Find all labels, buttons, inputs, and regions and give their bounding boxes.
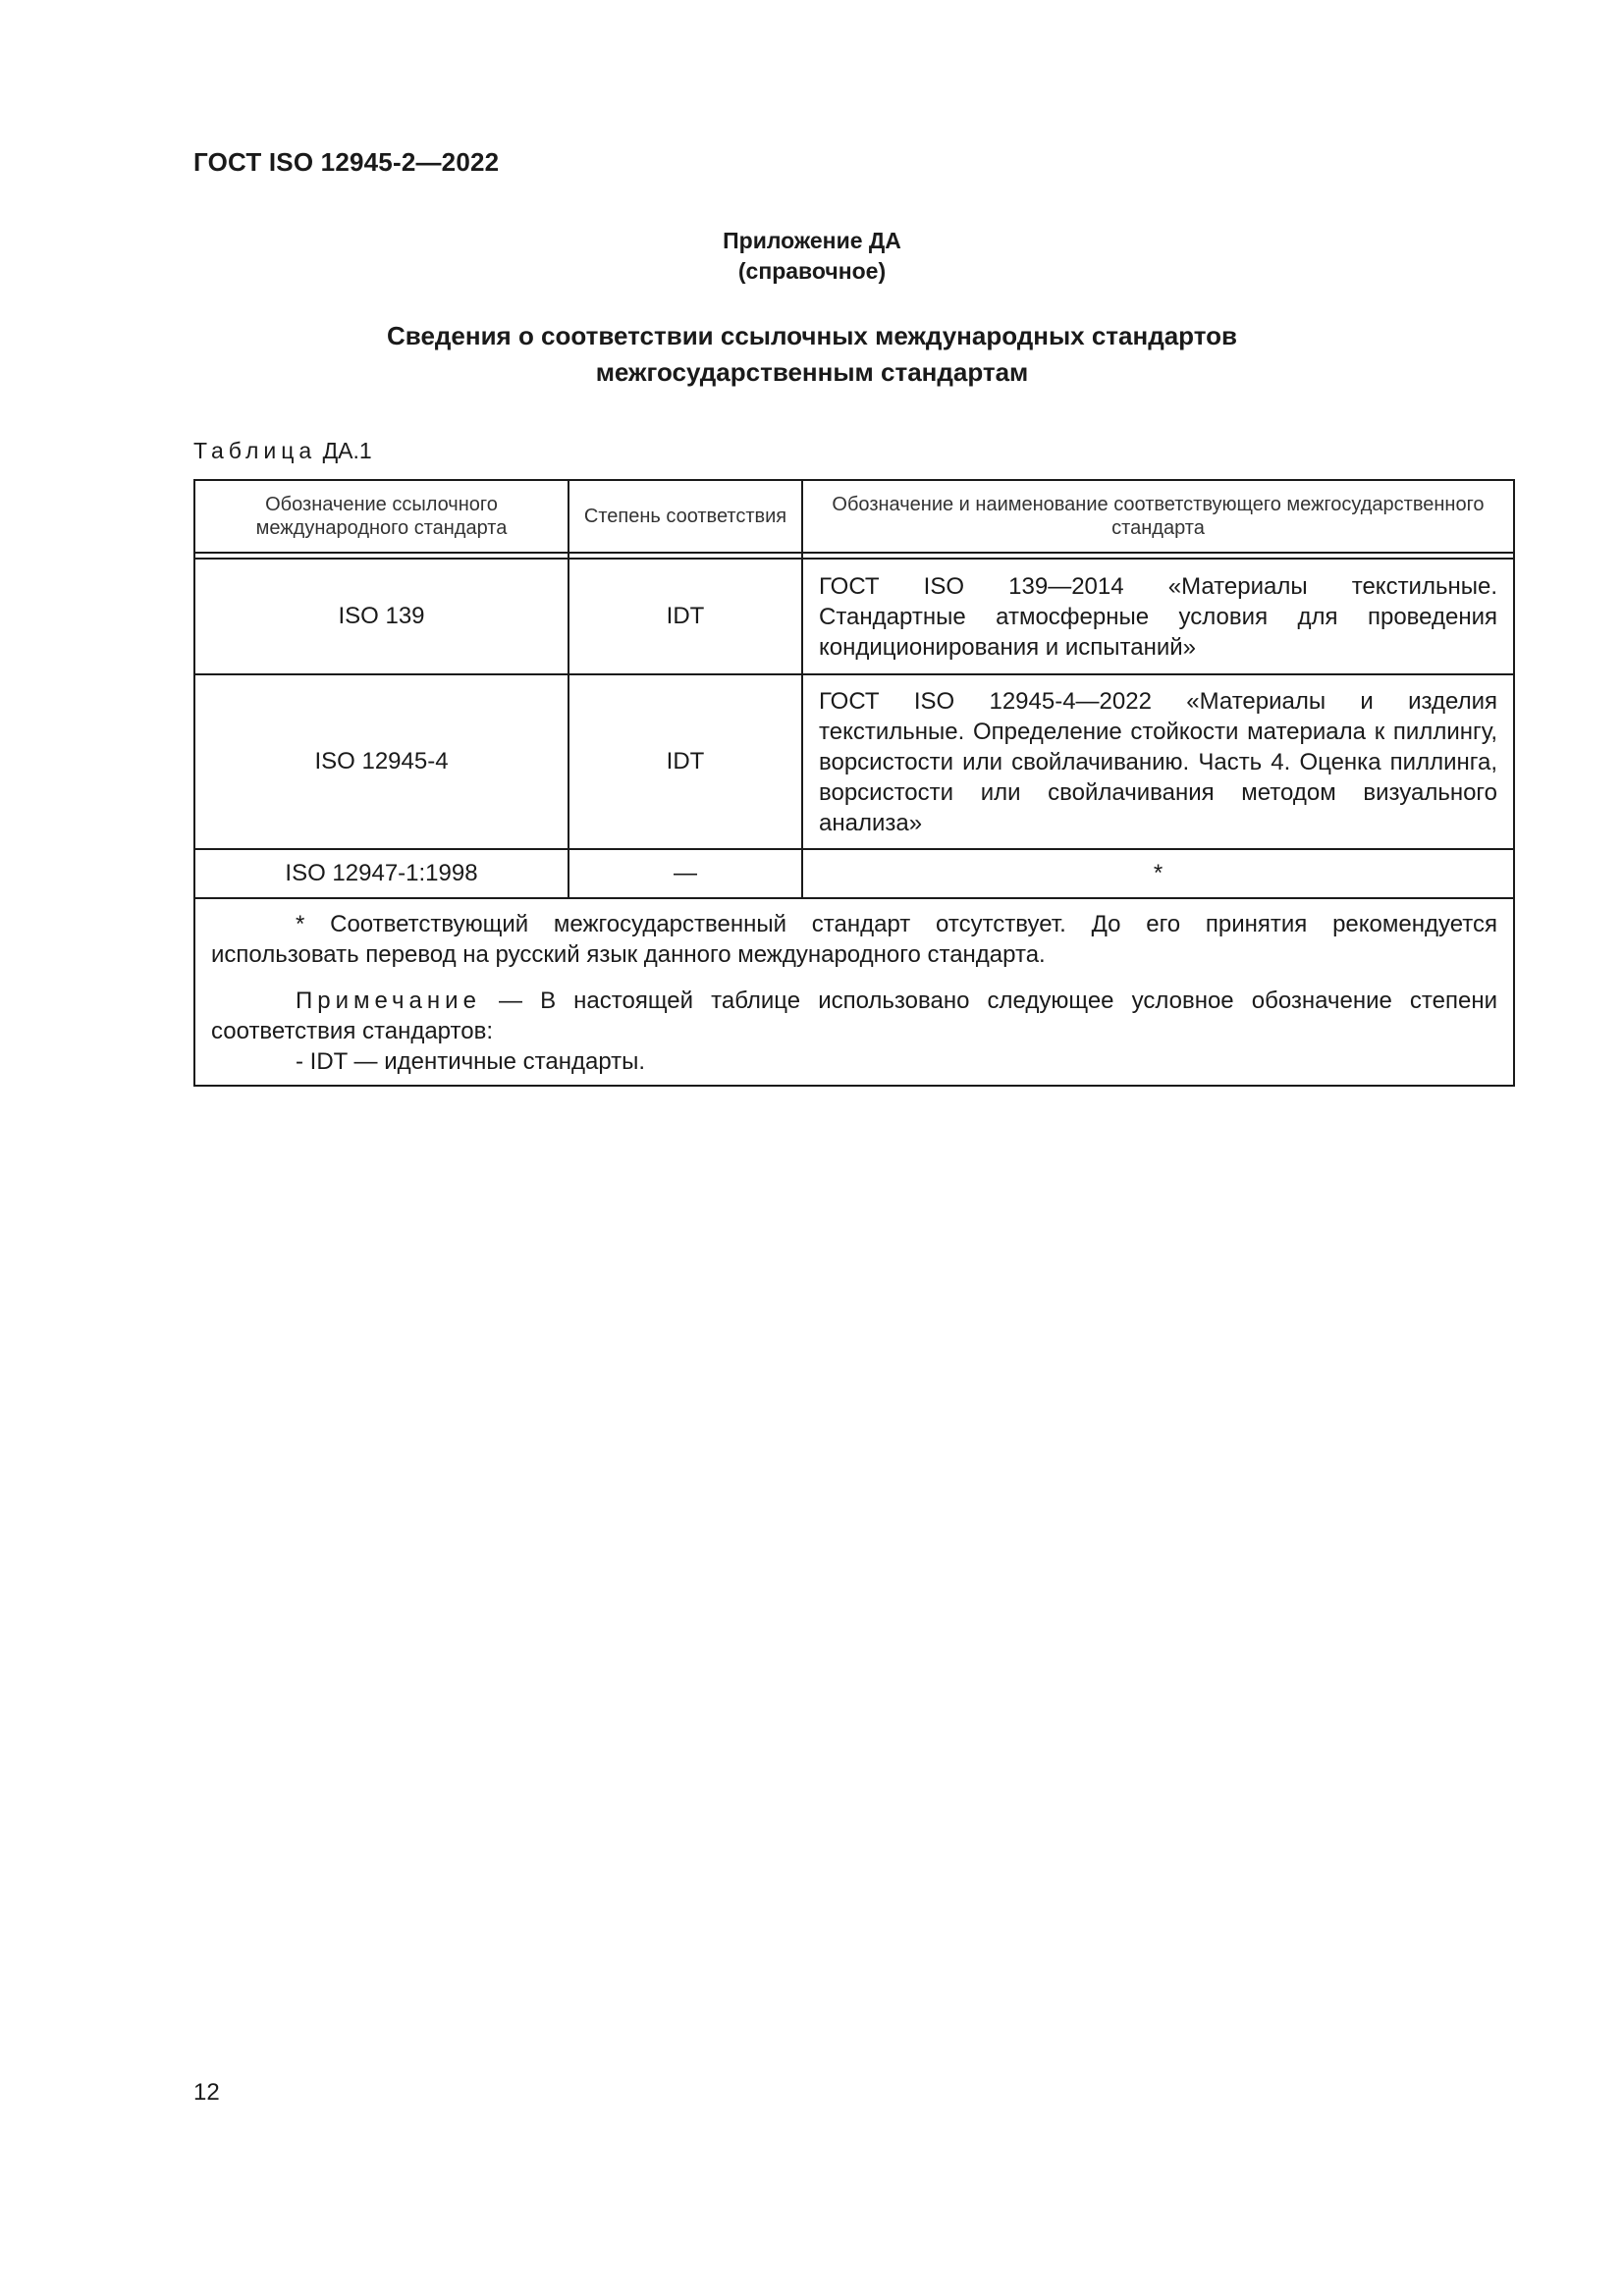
cell-reference: ISO 139 xyxy=(194,559,568,674)
section-title xyxy=(0,318,1624,391)
annex-title: Приложение ДА xyxy=(723,228,901,253)
cell-degree: IDT xyxy=(568,674,802,849)
table-row xyxy=(194,559,1514,674)
table-header-row xyxy=(194,480,1514,553)
annex-kind: (справочное) xyxy=(737,258,887,284)
note-text: — В настоящей таблице использовано следующее условное обозначение степени соответствия стандартов: xyxy=(211,988,1497,1044)
note-label: Примечание xyxy=(296,988,481,1014)
column-header-reference: Обозначение ссылочного международного стандарта xyxy=(194,480,568,553)
annex-heading xyxy=(0,226,1624,287)
cell-national: ГОСТ ISO 12945-4—2022 «Материалы и изделия текстильные. Определение стойкости материала к пиллингу, ворсистости или свойлачиванию. Часть 4. Оценка пиллинга, ворсистости или свойлачивания методом визуального анализа» xyxy=(802,674,1514,849)
section-title-line-1: Сведения о соответствии ссылочных международных стандартов xyxy=(387,321,1237,350)
cell-degree: IDT xyxy=(568,559,802,674)
column-header-national: Обозначение и наименование соответствующего межгосударственного стандарта xyxy=(802,480,1514,553)
note-item: - IDT — идентичные стандарты. xyxy=(296,1048,646,1075)
table-footnote: * Соответствующий межгосударственный стандарт отсутствует. До его принятия рекомендуется использовать перевод на русский язык данного международного стандарта. xyxy=(211,911,1497,968)
column-header-degree: Степень соответствия xyxy=(568,480,802,553)
table-notes-row xyxy=(194,898,1514,1086)
table-caption-number: ДА.1 xyxy=(322,438,372,463)
table-caption xyxy=(193,438,372,464)
cell-degree: — xyxy=(568,849,802,898)
cell-reference: ISO 12945-4 xyxy=(194,674,568,849)
cell-reference: ISO 12947-1:1998 xyxy=(194,849,568,898)
page-number: 12 xyxy=(193,2079,220,2106)
section-title-line-2: межгосударственным стандартам xyxy=(595,357,1029,387)
cell-national: ГОСТ ISO 139—2014 «Материалы текстильные. Стандартные атмосферные условия для проведения кондиционирования и испытаний» xyxy=(802,559,1514,674)
table-notes xyxy=(194,898,1514,1086)
correspondence-table xyxy=(193,479,1515,1087)
table-row xyxy=(194,674,1514,849)
document-header: ГОСТ ISO 12945-2—2022 xyxy=(193,147,500,177)
table-note xyxy=(211,986,1497,1046)
table-caption-word: Таблица xyxy=(193,438,317,463)
table-row xyxy=(194,849,1514,898)
cell-national: * xyxy=(802,849,1514,898)
